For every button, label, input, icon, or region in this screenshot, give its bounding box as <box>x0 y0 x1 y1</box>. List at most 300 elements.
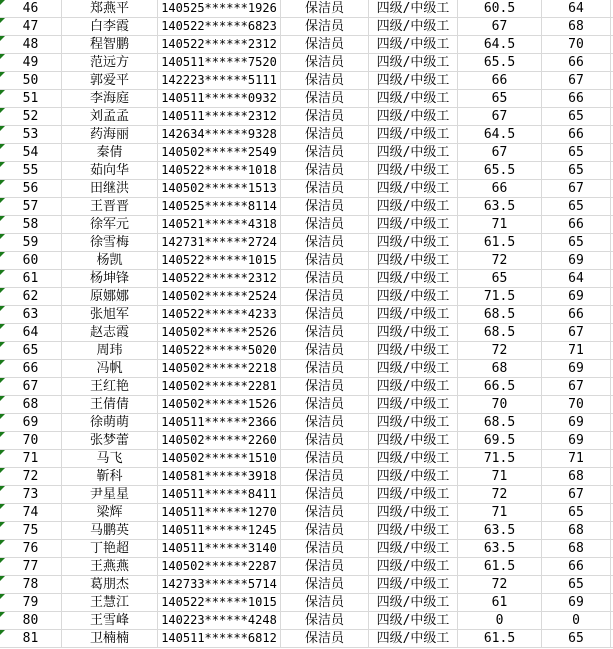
cell-name[interactable] <box>62 612 158 629</box>
cell-score-1[interactable] <box>458 36 542 53</box>
cell-position[interactable] <box>281 414 369 431</box>
cell-score-2[interactable] <box>542 630 611 647</box>
cell-row-number[interactable] <box>0 180 62 197</box>
cell-skill-level[interactable] <box>369 468 458 485</box>
cell-name[interactable] <box>62 486 158 503</box>
cell-row-number[interactable] <box>0 90 62 107</box>
cell-name[interactable] <box>62 90 158 107</box>
cell-skill-level[interactable] <box>369 270 458 287</box>
cell-position[interactable] <box>281 486 369 503</box>
cell-score-2[interactable] <box>542 36 611 53</box>
cell-position[interactable] <box>281 540 369 557</box>
cell-position[interactable] <box>281 180 369 197</box>
cell-score-1[interactable] <box>458 630 542 647</box>
error-indicator-icon <box>0 414 5 419</box>
cell-position[interactable] <box>281 342 369 359</box>
cell-skill-level[interactable] <box>369 558 458 575</box>
cell-position[interactable] <box>281 252 369 269</box>
error-indicator-icon <box>0 468 5 473</box>
cell-id-number[interactable] <box>158 90 281 107</box>
cell-id-number[interactable] <box>158 324 281 341</box>
cell-score-2[interactable] <box>542 216 611 233</box>
cell-row-number[interactable] <box>0 612 62 629</box>
row-number-value: 67 <box>22 379 39 394</box>
row-number-value: 68 <box>22 397 39 412</box>
cell-id-number[interactable] <box>158 144 281 161</box>
cell-name[interactable] <box>62 36 158 53</box>
cell-score-1[interactable] <box>458 468 542 485</box>
cell-position[interactable] <box>281 306 369 323</box>
table-row <box>0 558 613 576</box>
cell-name[interactable] <box>62 630 158 647</box>
cell-score-2[interactable] <box>542 252 611 269</box>
table-row <box>0 18 613 36</box>
cell-score-2[interactable] <box>542 90 611 107</box>
cell-row-number[interactable] <box>0 486 62 503</box>
cell-score-1[interactable] <box>458 144 542 161</box>
cell-score-1[interactable] <box>458 450 542 467</box>
cell-score-2[interactable] <box>542 468 611 485</box>
cell-position[interactable] <box>281 378 369 395</box>
cell-score-2[interactable] <box>542 270 611 287</box>
row-number-value: 57 <box>22 199 39 214</box>
cell-score-2[interactable] <box>542 162 611 179</box>
cell-name[interactable] <box>62 18 158 35</box>
skill-level-value: 四级/中级工 <box>376 181 450 196</box>
cell-score-2[interactable] <box>542 360 611 377</box>
cell-score-2[interactable] <box>542 108 611 125</box>
cell-score-1[interactable] <box>458 540 542 557</box>
cell-id-number[interactable] <box>158 108 281 125</box>
error-indicator-icon <box>0 288 5 293</box>
cell-row-number[interactable] <box>0 504 62 521</box>
cell-skill-level[interactable] <box>369 630 458 647</box>
cell-score-1[interactable] <box>458 504 542 521</box>
cell-name[interactable] <box>62 54 158 71</box>
cell-id-number[interactable] <box>158 342 281 359</box>
cell-id-number[interactable] <box>158 558 281 575</box>
id-number-value: 142634******9328 <box>161 127 277 141</box>
cell-skill-level[interactable] <box>369 306 458 323</box>
row-number-value: 81 <box>22 631 39 646</box>
cell-skill-level[interactable] <box>369 540 458 557</box>
cell-row-number[interactable] <box>0 396 62 413</box>
cell-score-1[interactable] <box>458 126 542 143</box>
position-value: 保洁员 <box>304 271 344 286</box>
cell-skill-level[interactable] <box>369 54 458 71</box>
cell-id-number[interactable] <box>158 126 281 143</box>
score-1-value: 61.5 <box>483 559 516 574</box>
cell-row-number[interactable] <box>0 126 62 143</box>
cell-score-1[interactable] <box>458 198 542 215</box>
cell-position[interactable] <box>281 522 369 539</box>
cell-row-number[interactable] <box>0 630 62 647</box>
cell-row-number[interactable] <box>0 270 62 287</box>
cell-skill-level[interactable] <box>369 396 458 413</box>
cell-position[interactable] <box>281 324 369 341</box>
table-row <box>0 378 613 396</box>
cell-score-1[interactable] <box>458 486 542 503</box>
cell-skill-level[interactable] <box>369 450 458 467</box>
cell-name[interactable] <box>62 216 158 233</box>
cell-row-number[interactable] <box>0 144 62 161</box>
cell-name[interactable] <box>62 108 158 125</box>
cell-id-number[interactable] <box>158 288 281 305</box>
cell-skill-level[interactable] <box>369 504 458 521</box>
cell-skill-level[interactable] <box>369 216 458 233</box>
cell-score-1[interactable] <box>458 306 542 323</box>
cell-position[interactable] <box>281 198 369 215</box>
cell-score-1[interactable] <box>458 612 542 629</box>
cell-id-number[interactable] <box>158 522 281 539</box>
cell-position[interactable] <box>281 216 369 233</box>
cell-id-number[interactable] <box>158 162 281 179</box>
cell-id-number[interactable] <box>158 18 281 35</box>
cell-name[interactable] <box>62 72 158 89</box>
cell-score-2[interactable] <box>542 558 611 575</box>
cell-score-1[interactable] <box>458 324 542 341</box>
cell-name[interactable] <box>62 378 158 395</box>
cell-id-number[interactable] <box>158 504 281 521</box>
cell-name[interactable] <box>62 270 158 287</box>
table-row <box>0 252 613 270</box>
cell-row-number[interactable] <box>0 468 62 485</box>
score-2-value: 67 <box>568 325 584 340</box>
cell-score-2[interactable] <box>542 72 611 89</box>
cell-id-number[interactable] <box>158 396 281 413</box>
cell-score-1[interactable] <box>458 18 542 35</box>
cell-score-2[interactable] <box>542 486 611 503</box>
cell-name[interactable] <box>62 0 158 17</box>
cell-skill-level[interactable] <box>369 612 458 629</box>
cell-position[interactable] <box>281 162 369 179</box>
id-number-value: 140502******2524 <box>161 289 277 303</box>
cell-row-number[interactable] <box>0 234 62 251</box>
cell-position[interactable] <box>281 396 369 413</box>
cell-name[interactable] <box>62 180 158 197</box>
cell-score-1[interactable] <box>458 594 542 611</box>
cell-id-number[interactable] <box>158 576 281 593</box>
cell-skill-level[interactable] <box>369 198 458 215</box>
cell-id-number[interactable] <box>158 360 281 377</box>
cell-name[interactable] <box>62 342 158 359</box>
cell-position[interactable] <box>281 126 369 143</box>
cell-name[interactable] <box>62 504 158 521</box>
cell-score-1[interactable] <box>458 180 542 197</box>
cell-name[interactable] <box>62 396 158 413</box>
cell-skill-level[interactable] <box>369 576 458 593</box>
cell-position[interactable] <box>281 18 369 35</box>
cell-score-1[interactable] <box>458 108 542 125</box>
cell-name[interactable] <box>62 234 158 251</box>
cell-score-2[interactable] <box>542 198 611 215</box>
cell-name[interactable] <box>62 450 158 467</box>
cell-id-number[interactable] <box>158 594 281 611</box>
cell-position[interactable] <box>281 432 369 449</box>
cell-id-number[interactable] <box>158 450 281 467</box>
cell-position[interactable] <box>281 270 369 287</box>
cell-score-2[interactable] <box>542 612 611 629</box>
cell-score-2[interactable] <box>542 540 611 557</box>
cell-name[interactable] <box>62 162 158 179</box>
error-indicator-icon <box>0 324 5 329</box>
cell-score-1[interactable] <box>458 162 542 179</box>
table-row <box>0 486 613 504</box>
cell-score-1[interactable] <box>458 522 542 539</box>
cell-row-number[interactable] <box>0 360 62 377</box>
cell-score-1[interactable] <box>458 0 542 17</box>
score-1-value: 64.5 <box>483 127 516 142</box>
cell-id-number[interactable] <box>158 0 281 17</box>
cell-score-2[interactable] <box>542 594 611 611</box>
score-1-value: 68 <box>491 361 508 376</box>
cell-row-number[interactable] <box>0 18 62 35</box>
cell-position[interactable] <box>281 360 369 377</box>
cell-skill-level[interactable] <box>369 486 458 503</box>
cell-skill-level[interactable] <box>369 144 458 161</box>
cell-row-number[interactable] <box>0 252 62 269</box>
cell-skill-level[interactable] <box>369 126 458 143</box>
cell-score-1[interactable] <box>458 72 542 89</box>
cell-position[interactable] <box>281 0 369 17</box>
cell-skill-level[interactable] <box>369 342 458 359</box>
cell-row-number[interactable] <box>0 216 62 233</box>
name-value: 王晋晋 <box>89 199 129 214</box>
cell-position[interactable] <box>281 630 369 647</box>
cell-score-2[interactable] <box>542 504 611 521</box>
cell-position[interactable] <box>281 612 369 629</box>
cell-row-number[interactable] <box>0 288 62 305</box>
cell-score-2[interactable] <box>542 576 611 593</box>
cell-row-number[interactable] <box>0 0 62 17</box>
cell-row-number[interactable] <box>0 594 62 611</box>
cell-name[interactable] <box>62 540 158 557</box>
cell-score-1[interactable] <box>458 378 542 395</box>
id-number-value: 140511******6812 <box>161 631 277 645</box>
cell-id-number[interactable] <box>158 234 281 251</box>
cell-position[interactable] <box>281 576 369 593</box>
cell-skill-level[interactable] <box>369 594 458 611</box>
cell-id-number[interactable] <box>158 468 281 485</box>
score-2-value: 69 <box>568 433 584 448</box>
position-value: 保洁员 <box>304 163 344 178</box>
cell-skill-level[interactable] <box>369 252 458 269</box>
cell-score-2[interactable] <box>542 450 611 467</box>
cell-name[interactable] <box>62 306 158 323</box>
cell-skill-level[interactable] <box>369 36 458 53</box>
cell-name[interactable] <box>62 594 158 611</box>
cell-score-2[interactable] <box>542 288 611 305</box>
position-value: 保洁员 <box>304 361 344 376</box>
cell-name[interactable] <box>62 414 158 431</box>
cell-score-2[interactable] <box>542 180 611 197</box>
cell-score-2[interactable] <box>542 396 611 413</box>
cell-score-1[interactable] <box>458 270 542 287</box>
cell-score-1[interactable] <box>458 252 542 269</box>
cell-id-number[interactable] <box>158 630 281 647</box>
cell-name[interactable] <box>62 522 158 539</box>
cell-position[interactable] <box>281 468 369 485</box>
cell-id-number[interactable] <box>158 540 281 557</box>
cell-row-number[interactable] <box>0 414 62 431</box>
cell-name[interactable] <box>62 360 158 377</box>
cell-score-2[interactable] <box>542 414 611 431</box>
cell-position[interactable] <box>281 558 369 575</box>
cell-score-2[interactable] <box>542 432 611 449</box>
error-indicator-icon <box>0 198 5 203</box>
cell-row-number[interactable] <box>0 378 62 395</box>
cell-score-1[interactable] <box>458 576 542 593</box>
cell-skill-level[interactable] <box>369 324 458 341</box>
cell-row-number[interactable] <box>0 540 62 557</box>
position-value: 保洁员 <box>304 307 344 322</box>
cell-id-number[interactable] <box>158 72 281 89</box>
cell-position[interactable] <box>281 288 369 305</box>
position-value: 保洁员 <box>304 55 344 70</box>
cell-score-2[interactable] <box>542 378 611 395</box>
table-row <box>0 540 613 558</box>
cell-score-1[interactable] <box>458 54 542 71</box>
error-indicator-icon <box>0 342 5 347</box>
cell-score-2[interactable] <box>542 18 611 35</box>
cell-id-number[interactable] <box>158 306 281 323</box>
cell-position[interactable] <box>281 72 369 89</box>
cell-position[interactable] <box>281 234 369 251</box>
cell-name[interactable] <box>62 144 158 161</box>
cell-skill-level[interactable] <box>369 90 458 107</box>
cell-skill-level[interactable] <box>369 72 458 89</box>
cell-score-2[interactable] <box>542 54 611 71</box>
cell-position[interactable] <box>281 36 369 53</box>
cell-row-number[interactable] <box>0 450 62 467</box>
cell-score-1[interactable] <box>458 396 542 413</box>
cell-skill-level[interactable] <box>369 414 458 431</box>
cell-row-number[interactable] <box>0 198 62 215</box>
score-2-value: 66 <box>568 127 584 142</box>
id-number-value: 140521******4318 <box>161 217 277 231</box>
cell-score-1[interactable] <box>458 90 542 107</box>
cell-id-number[interactable] <box>158 54 281 71</box>
cell-row-number[interactable] <box>0 576 62 593</box>
cell-skill-level[interactable] <box>369 108 458 125</box>
cell-id-number[interactable] <box>158 486 281 503</box>
cell-score-2[interactable] <box>542 144 611 161</box>
cell-score-1[interactable] <box>458 288 542 305</box>
cell-score-2[interactable] <box>542 126 611 143</box>
cell-id-number[interactable] <box>158 252 281 269</box>
cell-id-number[interactable] <box>158 36 281 53</box>
cell-name[interactable] <box>62 432 158 449</box>
cell-id-number[interactable] <box>158 198 281 215</box>
cell-id-number[interactable] <box>158 414 281 431</box>
cell-row-number[interactable] <box>0 342 62 359</box>
cell-row-number[interactable] <box>0 306 62 323</box>
cell-score-2[interactable] <box>542 234 611 251</box>
cell-id-number[interactable] <box>158 378 281 395</box>
skill-level-value: 四级/中级工 <box>376 289 450 304</box>
cell-name[interactable] <box>62 198 158 215</box>
cell-skill-level[interactable] <box>369 522 458 539</box>
cell-name[interactable] <box>62 576 158 593</box>
name-value: 尹星星 <box>89 487 129 502</box>
cell-skill-level[interactable] <box>369 432 458 449</box>
name-value: 周玮 <box>96 343 123 358</box>
cell-position[interactable] <box>281 450 369 467</box>
cell-score-2[interactable] <box>542 522 611 539</box>
cell-position[interactable] <box>281 144 369 161</box>
id-number-value: 140511******2312 <box>161 109 277 123</box>
cell-name[interactable] <box>62 558 158 575</box>
cell-skill-level[interactable] <box>369 18 458 35</box>
cell-skill-level[interactable] <box>369 180 458 197</box>
cell-position[interactable] <box>281 594 369 611</box>
cell-skill-level[interactable] <box>369 288 458 305</box>
cell-row-number[interactable] <box>0 54 62 71</box>
cell-position[interactable] <box>281 108 369 125</box>
cell-name[interactable] <box>62 288 158 305</box>
cell-id-number[interactable] <box>158 270 281 287</box>
cell-score-1[interactable] <box>458 558 542 575</box>
cell-id-number[interactable] <box>158 432 281 449</box>
cell-id-number[interactable] <box>158 612 281 629</box>
name-value: 张旭军 <box>89 307 129 322</box>
cell-name[interactable] <box>62 252 158 269</box>
score-2-value: 0 <box>572 613 580 628</box>
cell-row-number[interactable] <box>0 432 62 449</box>
cell-position[interactable] <box>281 54 369 71</box>
cell-row-number[interactable] <box>0 324 62 341</box>
name-value: 靳科 <box>96 469 123 484</box>
cell-skill-level[interactable] <box>369 0 458 17</box>
error-indicator-icon <box>0 216 5 221</box>
cell-row-number[interactable] <box>0 522 62 539</box>
cell-row-number[interactable] <box>0 72 62 89</box>
cell-id-number[interactable] <box>158 216 281 233</box>
cell-name[interactable] <box>62 126 158 143</box>
cell-position[interactable] <box>281 504 369 521</box>
cell-skill-level[interactable] <box>369 162 458 179</box>
cell-score-2[interactable] <box>542 0 611 17</box>
cell-score-2[interactable] <box>542 306 611 323</box>
cell-score-1[interactable] <box>458 414 542 431</box>
row-number-value: 78 <box>22 577 39 592</box>
cell-skill-level[interactable] <box>369 378 458 395</box>
cell-row-number[interactable] <box>0 558 62 575</box>
cell-score-1[interactable] <box>458 432 542 449</box>
score-2-value: 70 <box>568 397 584 412</box>
table-row <box>0 576 613 594</box>
cell-name[interactable] <box>62 324 158 341</box>
cell-row-number[interactable] <box>0 36 62 53</box>
cell-skill-level[interactable] <box>369 360 458 377</box>
cell-name[interactable] <box>62 468 158 485</box>
cell-score-1[interactable] <box>458 234 542 251</box>
row-number-value: 56 <box>22 181 39 196</box>
cell-row-number[interactable] <box>0 108 62 125</box>
cell-score-2[interactable] <box>542 324 611 341</box>
cell-row-number[interactable] <box>0 162 62 179</box>
score-1-value: 68.5 <box>483 307 516 322</box>
table-row <box>0 126 613 144</box>
score-1-value: 71 <box>491 469 508 484</box>
cell-score-2[interactable] <box>542 342 611 359</box>
cell-position[interactable] <box>281 90 369 107</box>
cell-skill-level[interactable] <box>369 234 458 251</box>
cell-score-1[interactable] <box>458 342 542 359</box>
cell-score-1[interactable] <box>458 216 542 233</box>
cell-score-1[interactable] <box>458 360 542 377</box>
cell-id-number[interactable] <box>158 180 281 197</box>
